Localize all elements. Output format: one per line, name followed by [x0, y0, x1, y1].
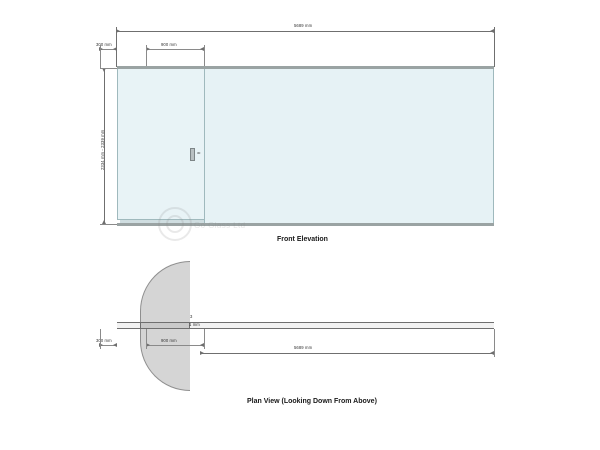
plan-door-leaf — [140, 322, 190, 329]
fixed-glass-panel — [204, 68, 494, 224]
plan-overall-width-label: 5689 mm — [294, 345, 313, 350]
floor-rail — [117, 223, 494, 226]
plan-overall-ext-right — [494, 329, 495, 357]
plan-view — [0, 250, 600, 450]
overall-width-dimension-line — [116, 31, 494, 32]
plan-left-offset-tick-right — [113, 343, 117, 347]
plan-left-offset-label: 300 mm — [96, 338, 112, 343]
plan-thickness-b-label: 1 mm — [189, 322, 200, 327]
height-ext-top — [100, 68, 118, 69]
left-offset-label: 300 mm — [96, 42, 112, 47]
door-handle — [190, 148, 195, 161]
plan-door-width-label: 900 mm — [161, 338, 177, 343]
overall-width-ext-right — [494, 27, 495, 67]
plan-left-offset-ext — [100, 329, 101, 349]
head-rail — [117, 66, 494, 69]
plan-view-caption: Plan View (Looking Down From Above) — [247, 398, 377, 405]
door-width-dimension-line — [146, 49, 204, 50]
overall-width-label: 5689 mm — [294, 23, 313, 28]
door-handle-label: 30 — [197, 151, 201, 155]
door-width-label: 900 mm — [161, 42, 177, 47]
plan-overall-width-line — [200, 353, 494, 354]
front-elevation-caption: Front Elevation — [277, 236, 328, 243]
left-offset-ext-left — [100, 45, 101, 69]
plan-thickness-a-label: 3 — [190, 314, 193, 319]
height-ext-bottom — [100, 224, 118, 225]
door-glass-panel — [117, 68, 205, 220]
left-offset-tick-right — [113, 47, 117, 51]
height-label: 2334 mm - 2339 mm — [100, 129, 105, 170]
plan-door-width-ext-right — [204, 329, 205, 349]
plan-door-width-ext-left — [146, 329, 147, 349]
plan-overall-tick-left — [200, 351, 204, 355]
plan-door-width-line — [146, 345, 204, 346]
